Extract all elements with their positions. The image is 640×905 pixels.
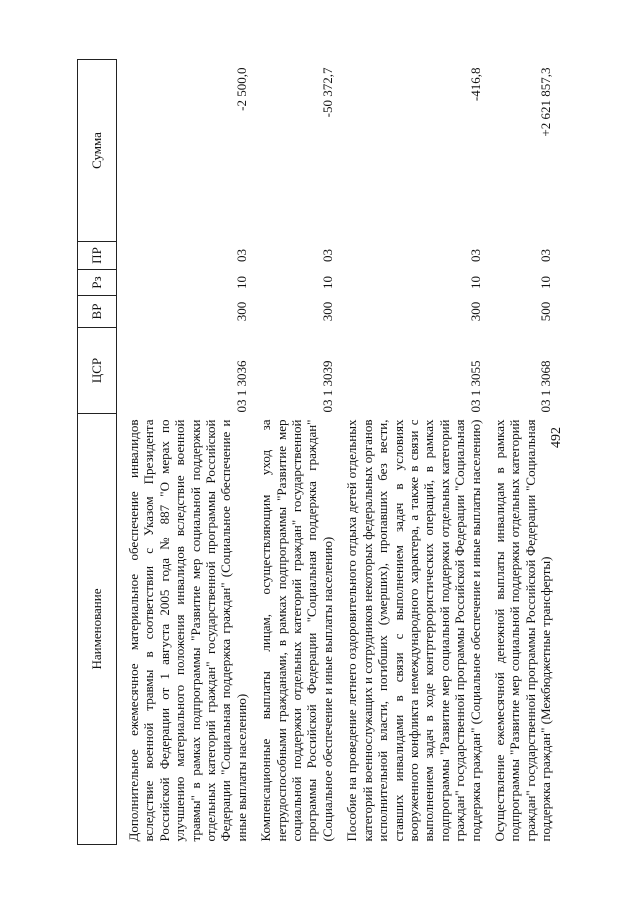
header-rz: Рз — [78, 270, 117, 296]
row-sum: -416,8 — [467, 67, 483, 102]
header-pr: ПР — [78, 242, 117, 270]
header-name: Наименование — [78, 414, 117, 845]
row-vr: 300 — [233, 301, 249, 322]
row-pr: 03 — [319, 249, 335, 262]
row-pr: 03 — [467, 249, 483, 262]
header-csr: ЦСР — [78, 328, 117, 414]
table-row — [117, 60, 250, 845]
row-sum: -50 372,7 — [319, 67, 335, 118]
row-csr: 03 1 3055 — [467, 360, 483, 413]
table-header-row — [78, 60, 117, 845]
table-row — [335, 60, 483, 845]
row-vr: 300 — [467, 301, 483, 322]
rotated-page-content — [77, 60, 554, 845]
row-sum: +2 621 857,3 — [538, 67, 554, 137]
row-name: Дополнительное ежемесячное материальное обеспечение инвалидов вследствие военной травмы в соответствии с Указом Президента Российской Федерации от 1 августа 2005 года № 887 "О мерах по улучшению материального положения инвалидов вследствие военной травмы" в рамках подпрограммы "Развитие мер социальной поддержки отдельных категорий граждан" государственной программы Российской Федерации "Социальная поддержка граждан" (Социальное обеспечение и иные выплаты населению) — [126, 419, 249, 842]
row-pr: 03 — [233, 249, 249, 262]
row-name: Компенсационные выплаты лицам, осуществляющим уход за нетрудоспособными гражданами, в рамках подпрограммы "Развитие мер социальной поддержки отдельных категорий граждан" государственной программы Российской Федерации "Социальная поддержка граждан" (Социальное обеспечение и иные выплаты населению) — [258, 419, 335, 842]
row-name: Осуществление ежемесячной денежной выплаты инвалидам в рамках подпрограммы "Развитие мер социальной поддержки отдельных категорий граждан" государственной программы Российской Федерации "Социальная поддержка граждан" (Межбюджетные трансферты) — [491, 419, 554, 842]
header-vr: ВР — [78, 296, 117, 328]
row-csr: 03 1 3036 — [233, 360, 249, 413]
table-row — [249, 60, 335, 845]
row-pr: 03 — [538, 249, 554, 262]
row-rz: 10 — [233, 276, 249, 289]
row-csr: 03 1 3039 — [319, 360, 335, 413]
row-rz: 10 — [538, 276, 554, 289]
row-sum: -2 500,0 — [233, 67, 249, 111]
row-vr: 500 — [538, 301, 554, 322]
row-csr: 03 1 3068 — [538, 360, 554, 413]
budget-table — [77, 59, 554, 845]
row-rz: 10 — [467, 276, 483, 289]
header-sum: Сумма — [78, 60, 117, 242]
row-rz: 10 — [319, 276, 335, 289]
row-vr: 300 — [319, 301, 335, 322]
page-number: 492 — [549, 427, 564, 448]
table-row — [483, 60, 554, 845]
row-name: Пособие на проведение летнего оздоровительного отдыха детей отдельных категорий военнослужащих и сотрудников некоторых федеральных органов исполнительной власти, погибших (умерших), пропавших без вести, ставших инвалидами в связи с выполнением задач в условиях вооруженного конфликта немеждународного характера, а также в связи с выполнением задач в ходе контртеррористических операций, в рамках подпрограммы "Развитие мер социальной поддержки отдельных категорий граждан" государственной программы Российской Федерации "Социальная поддержка граждан" (Социальное обеспечение и иные выплаты населению) — [344, 419, 483, 842]
